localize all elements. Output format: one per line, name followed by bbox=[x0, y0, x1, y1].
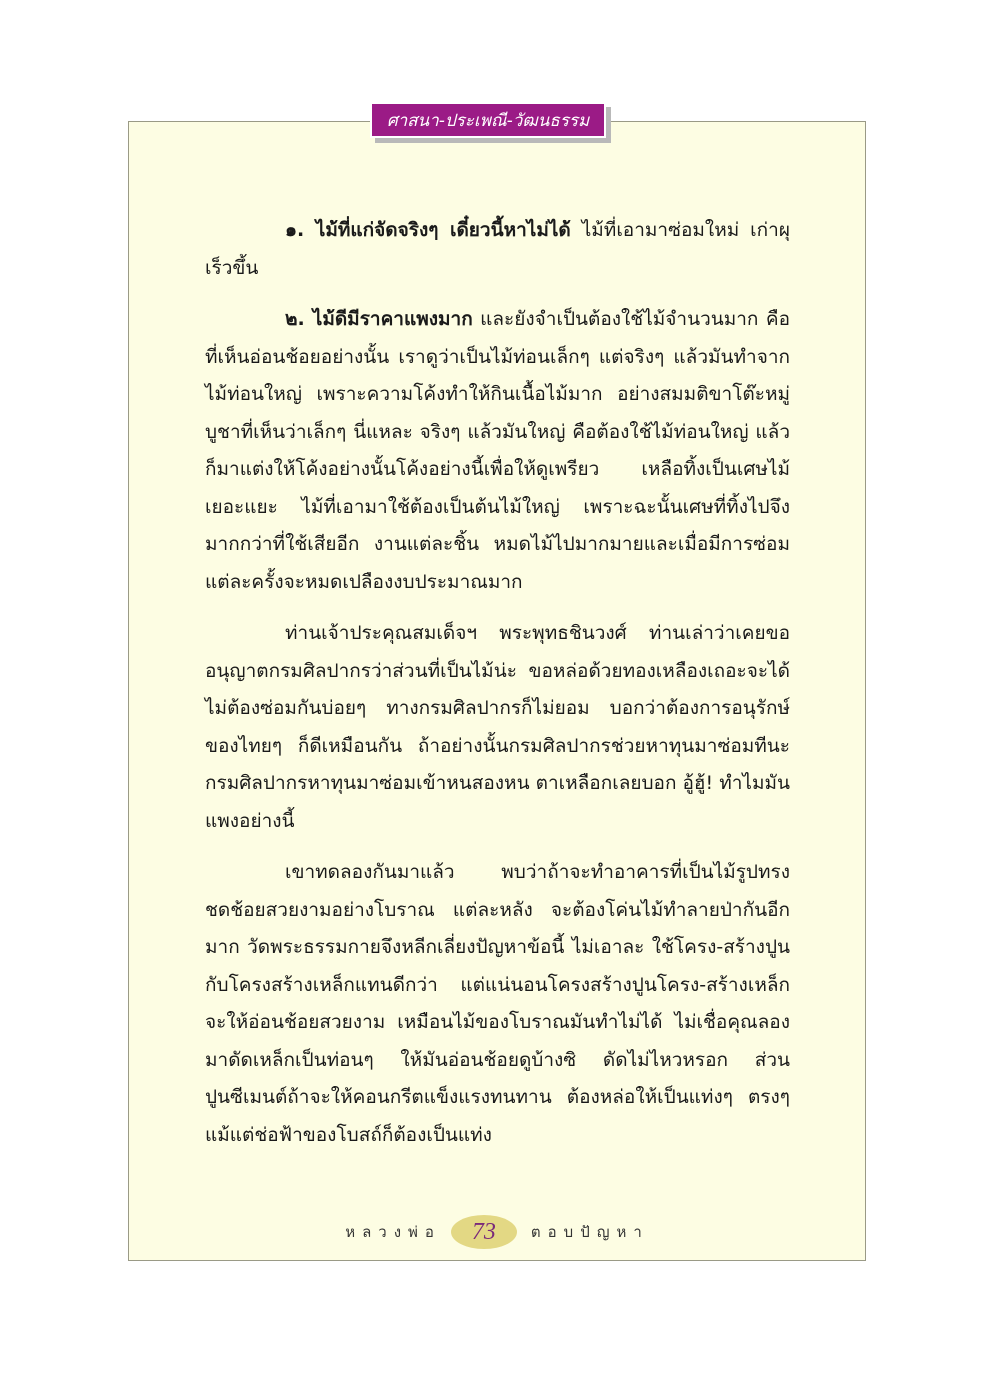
paragraph-2-text: และยังจำเป็นต้องใช้ไม้จำนวนมาก คือ ที่เห็นอ่อนช้อยอย่างนั้น เราดูว่าเป็นไม้ท่อนเล็กๆ แต่จริงๆ แล้วมันทำจากไม้ท่อนใหญ่ เพราะความโค้งทำให้กินเนื้อไม้มาก อย่างสมมติขาโต๊ะหมู่บูชาที่เห็นว่าเล็กๆ นี่แหละ จริงๆ แล้วมันใหญ่ คือต้องใช้ไม้ท่อนใหญ่ แล้วก็มาแต่งให้โค้งอย่างนั้นโค้งอย่างนี้เพื่อให้ดูเพรียว เหลือทิ้งเป็นเศษไม้เยอะแยะ ไม้ที่เอามาใช้ต้องเป็นต้นไม้ใหญ่ เพราะฉะนั้นเศษที่ทิ้งไปจึงมากกว่าที่ใช้เสียอีก งานแต่ละชิ้น หมดไม้ไปมากมายและเมื่อมีการซ่อมแต่ละครั้งจะหมดเปลืองงบประมาณมาก bbox=[205, 308, 790, 593]
paragraph-4 bbox=[205, 854, 790, 1154]
paragraph-3-text: ท่านเจ้าประคุณสมเด็จฯ พระพุทธชินวงศ์ ท่านเล่าว่าเคยขออนุญาตกรมศิลปากรว่าส่วนที่เป็นไม้น่ะ ขอหล่อด้วยทองเหลืองเถอะจะได้ไม่ต้องซ่อมกันบ่อยๆ ทางกรมศิลปากรก็ไม่ยอม บอกว่าต้องการอนุรักษ์ของไทยๆ ก็ดีเหมือนกัน ถ้าอย่างนั้นกรมศิลปากรช่วยหาทุนมาซ่อมทีนะ กรมศิลปากรหาทุนมาซ่อมเข้าหนสองหน ตาเหลือกเลยบอก อู้ฮู้! ทำไมมันแพงอย่างนี้ bbox=[205, 622, 790, 832]
page-footer bbox=[128, 1212, 866, 1252]
paragraph-2-heading: ๒. ไม้ดีมีราคาแพงมาก bbox=[285, 308, 473, 330]
section-header-tab bbox=[370, 102, 606, 138]
paragraph-1-text: ไม้ที่เอามาซ่อมใหม่ เก่าผุเร็วขึ้น bbox=[205, 219, 790, 279]
page-number-badge bbox=[451, 1215, 517, 1249]
paragraph-4-text: เขาทดลองกันมาแล้ว พบว่าถ้าจะทำอาคารที่เป็นไม้รูปทรงชดช้อยสวยงามอย่างโบราณ แต่ละหลัง จะต้องโค่นไม้ทำลายป่ากันอีกมาก วัดพระธรรมกายจึงหลีกเลี่ยงปัญหาข้อนี้ ไม่เอาละ ใช้โครง-สร้างปูนกับโครงสร้างเหล็กแทนดีกว่า แต่แน่นอนโครงสร้างปูนโครง-สร้างเหล็กจะให้อ่อนช้อยสวยงาม เหมือนไม้ของโบราณมันทำไม่ได้ ไม่เชื่อคุณลองมาดัดเหล็กเป็นท่อนๆ ให้มันอ่อนช้อยดูบ้างซิ ดัดไม่ไหวหรอก ส่วนปูนซีเมนต์ถ้าจะให้คอนกรีตแข็งแรงทนทาน ต้องหล่อให้เป็นแท่งๆ ตรงๆ แม้แต่ช่อฟ้าของโบสถ์ก็ต้องเป็นแท่ง bbox=[205, 861, 790, 1146]
paragraph-3 bbox=[205, 615, 790, 840]
paragraph-1 bbox=[205, 212, 790, 287]
paragraph-1-heading: ๑. ไม้ที่แก่จัดจริงๆ เดี๋ยวนี้หาไม่ได้ bbox=[285, 219, 571, 241]
page-number: 73 bbox=[471, 1218, 496, 1245]
section-title: ศาสนา-ประเพณี-วัฒนธรรม bbox=[386, 110, 590, 131]
body-text bbox=[205, 212, 790, 1168]
footer-right-text: ตอบปัญหา bbox=[530, 1223, 649, 1241]
paragraph-2 bbox=[205, 301, 790, 601]
footer-left-text: หลวงพ่อ bbox=[345, 1223, 441, 1241]
